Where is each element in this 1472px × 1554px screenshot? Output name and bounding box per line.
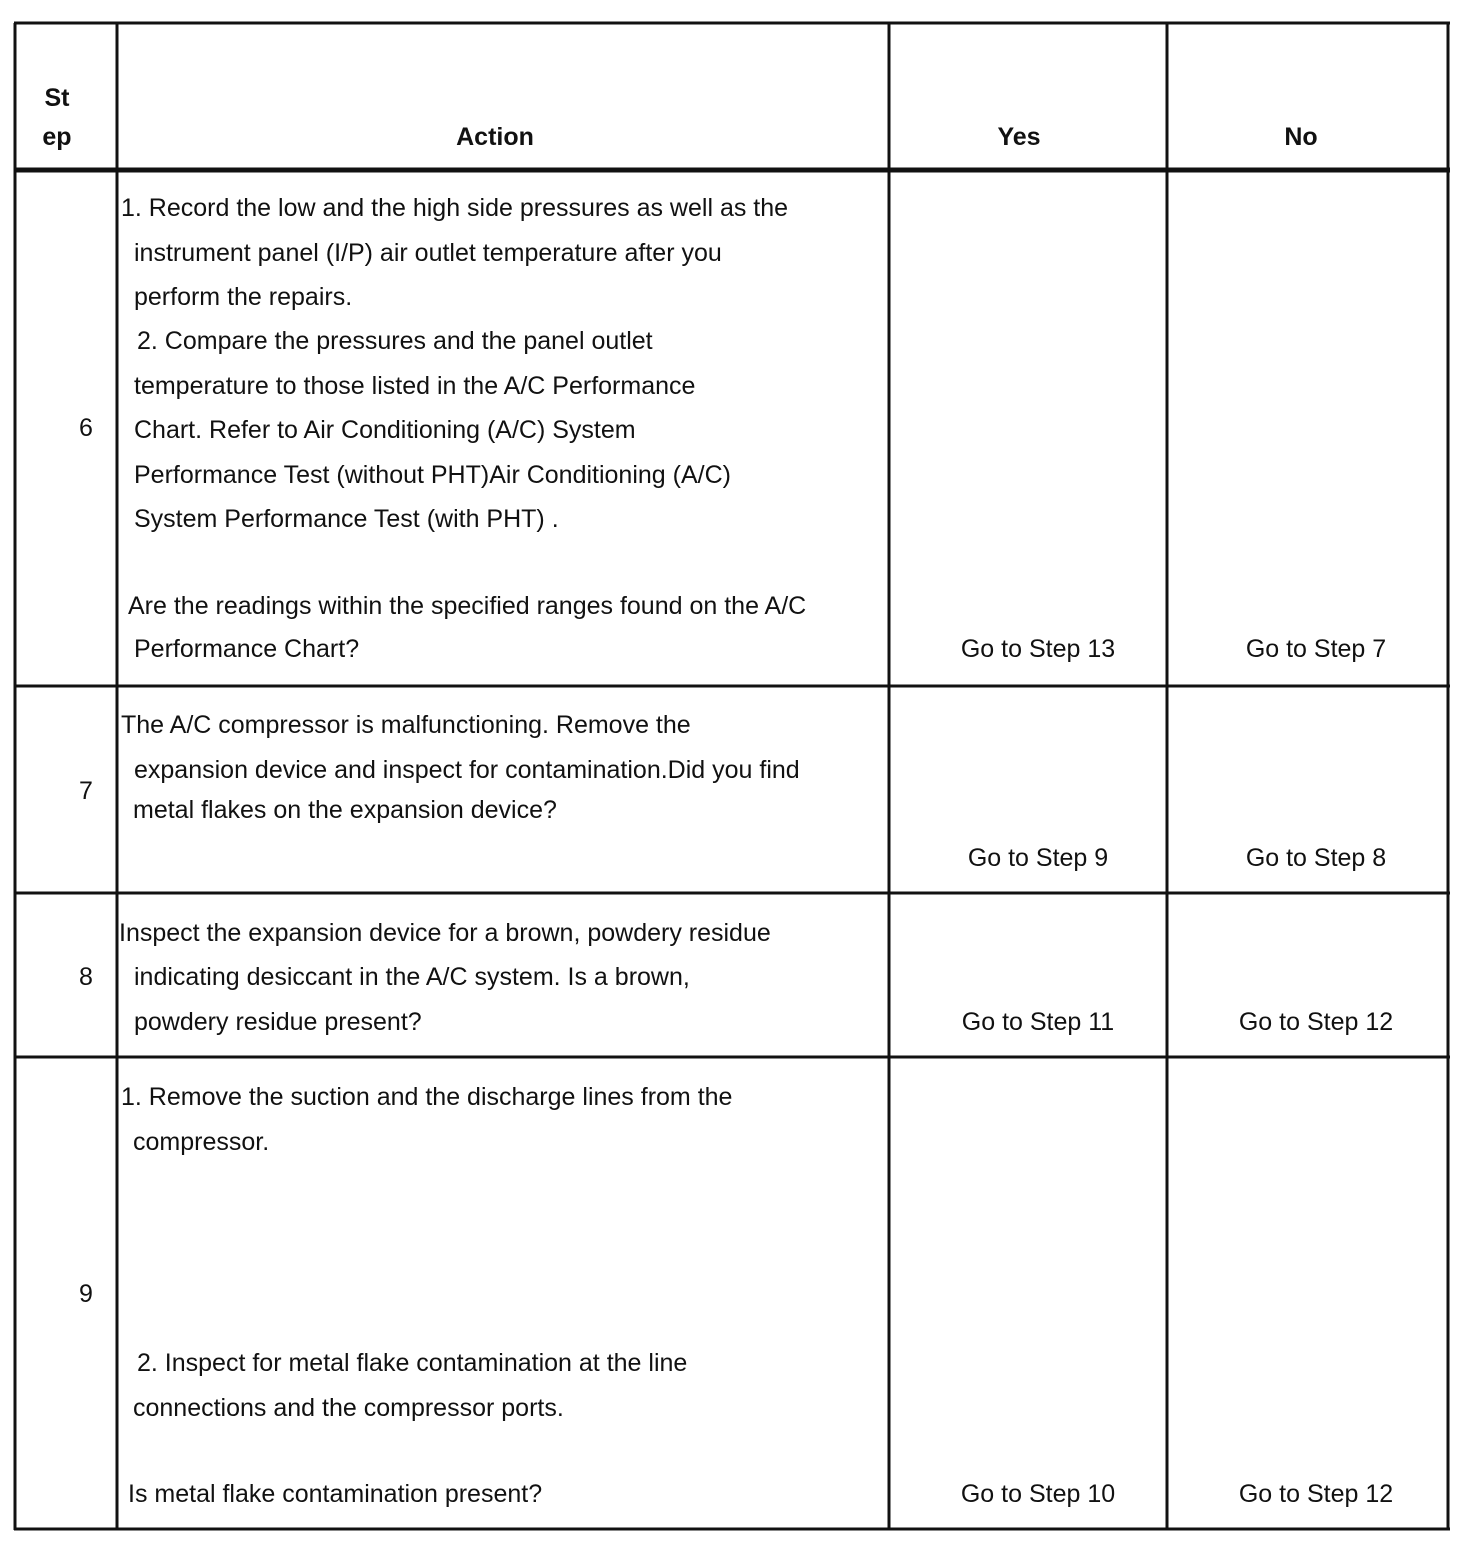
action-line: The A/C compressor is malfunctioning. Remove the [121, 711, 691, 739]
no-outcome: Go to Step 7 [1245, 635, 1387, 663]
action-line: connections and the compressor ports. [133, 1394, 564, 1422]
action-line: Chart. Refer to Air Conditioning (A/C) System [134, 416, 636, 444]
action-line: Are the readings within the specified ranges found on the A/C [128, 592, 807, 620]
action-line: 2. Compare the pressures and the panel outlet [137, 327, 653, 355]
action-line: 1. Record the low and the high side pressures as well as the [121, 194, 789, 222]
action-line: System Performance Test (with PHT) . [134, 505, 559, 533]
action-line: powdery residue present? [134, 1008, 422, 1036]
action-line: indicating desiccant in the A/C system. Is a brown, [134, 963, 690, 991]
step-number: 7 [79, 777, 93, 805]
action-line: Performance Test (without PHT)Air Conditioning (A/C) [134, 461, 731, 489]
action-line: 1. Remove the suction and the discharge lines from the [121, 1083, 733, 1111]
no-outcome: Go to Step 12 [1238, 1008, 1394, 1036]
header-step-line2: ep [42, 123, 72, 151]
action-line: temperature to those listed in the A/C Performance [134, 372, 696, 400]
yes-outcome: Go to Step 10 [960, 1480, 1116, 1508]
action-line: 2. Inspect for metal flake contamination at the line [137, 1349, 688, 1377]
action-line: Is metal flake contamination present? [128, 1480, 543, 1508]
step-number: 8 [79, 963, 93, 991]
no-outcome: Go to Step 12 [1238, 1480, 1394, 1508]
yes-outcome: Go to Step 11 [961, 1008, 1115, 1036]
step-number: 9 [79, 1280, 93, 1308]
action-line: metal flakes on the expansion device? [133, 796, 557, 824]
header-step-line1: St [44, 84, 70, 112]
yes-outcome: Go to Step 13 [960, 635, 1116, 663]
action-line: expansion device and inspect for contamination.Did you find [134, 756, 800, 784]
header-no: No [1284, 123, 1318, 151]
action-line: Performance Chart? [134, 635, 360, 663]
yes-outcome: Go to Step 9 [967, 844, 1109, 872]
action-line: perform the repairs. [134, 283, 353, 311]
action-line: compressor. [133, 1128, 270, 1156]
header-yes: Yes [997, 123, 1041, 151]
step-number: 6 [79, 414, 93, 442]
action-line: Inspect the expansion device for a brown, powdery residue [119, 919, 771, 947]
action-line: instrument panel (I/P) air outlet temperature after you [134, 239, 722, 267]
header-action: Action [456, 123, 534, 151]
no-outcome: Go to Step 8 [1245, 844, 1387, 872]
